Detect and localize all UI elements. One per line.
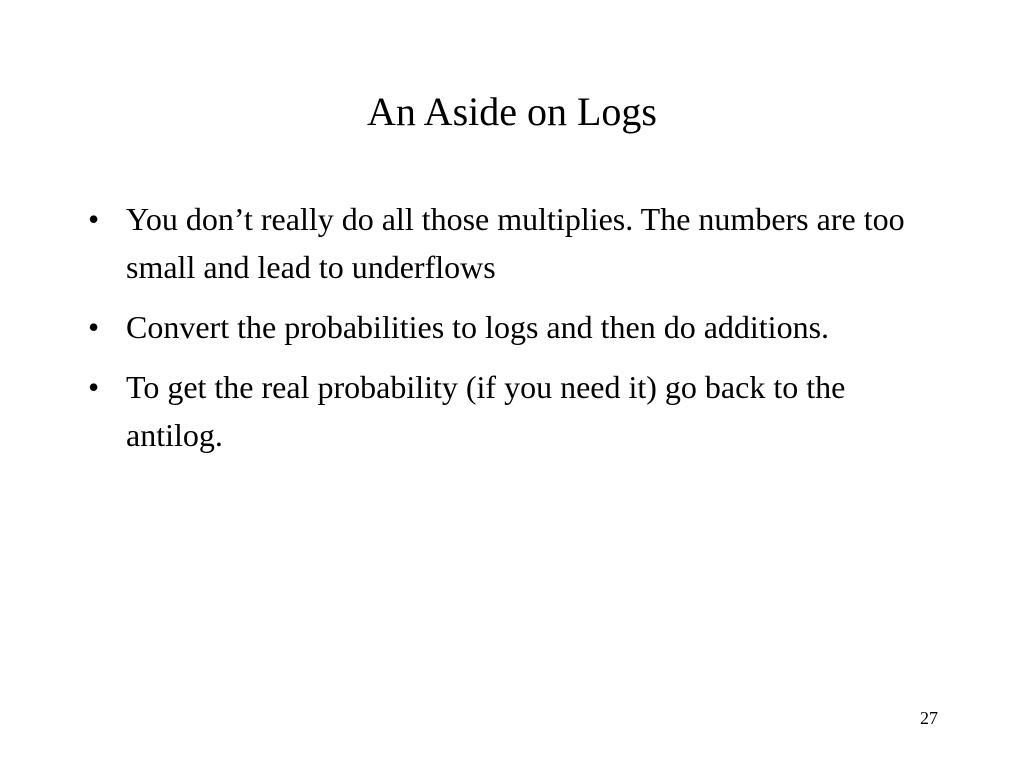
bullet-list: [88, 195, 948, 471]
bullet-item: [88, 363, 948, 459]
bullet-item: [88, 195, 948, 291]
bullet-text: You don’t really do all those multiplies. The numbers are too small and lead to underflows: [126, 201, 905, 285]
bullet-icon: •: [88, 309, 100, 345]
slide-number: 27: [920, 708, 938, 728]
bullet-item: [88, 303, 948, 351]
bullet-icon: •: [88, 369, 100, 405]
bullet-icon: •: [88, 201, 100, 237]
bullet-text: Convert the probabilities to logs and then do additions.: [126, 309, 830, 345]
slide-title: An Aside on Logs: [367, 89, 657, 134]
bullet-text: To get the real probability (if you need it) go back to the antilog.: [126, 369, 846, 453]
